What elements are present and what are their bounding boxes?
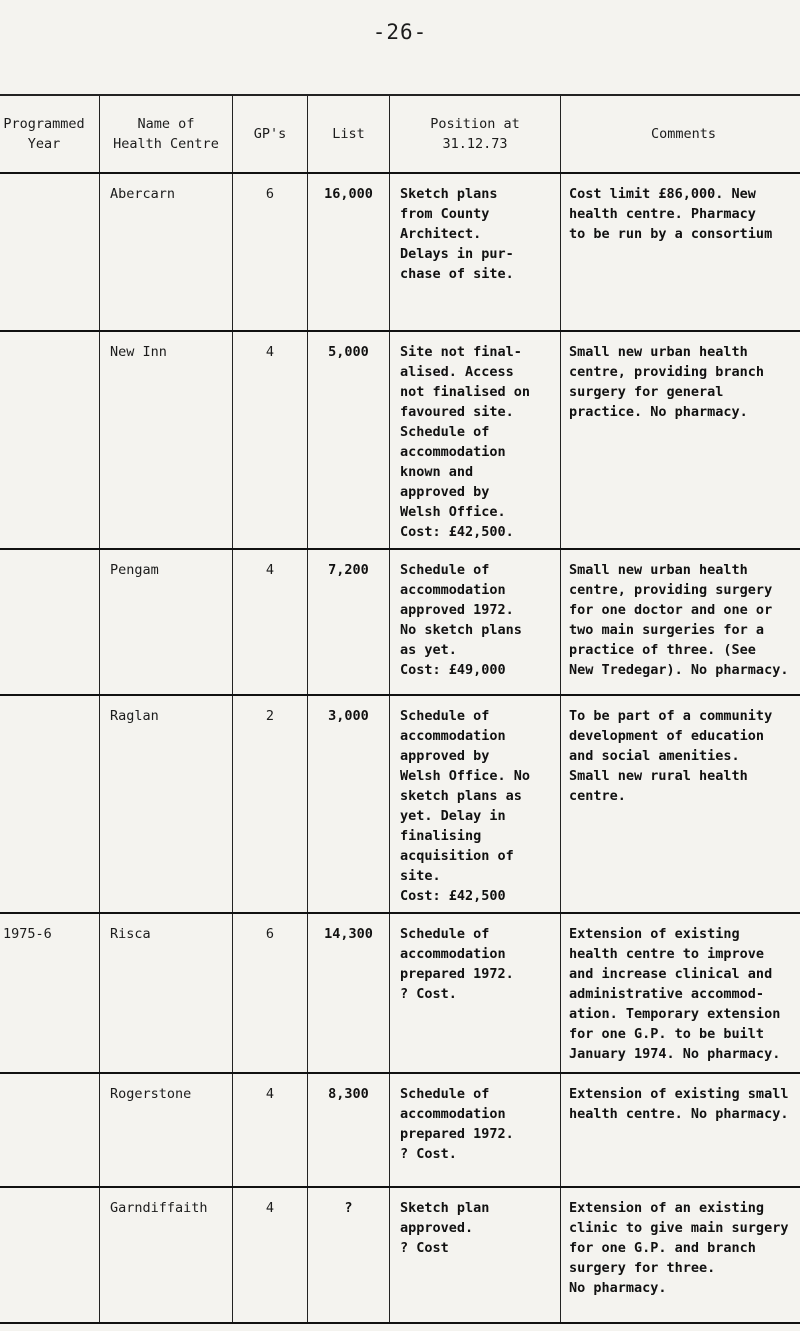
table-row — [0, 173, 800, 331]
cell-gps: 2 — [265, 708, 275, 724]
cell-gps: 4 — [265, 562, 275, 578]
cell-year — [0, 332, 99, 342]
cell-comments: To be part of a community development of education and social amenities. Small new rural health centre. — [569, 708, 773, 804]
table-row — [0, 695, 800, 913]
table-row — [0, 549, 800, 695]
cell-comments: Small new urban health centre, providing branch surgery for general practice. No pharmacy. — [569, 344, 765, 420]
header-position: Position at 31.12.73 — [390, 95, 561, 173]
cell-year: 1975-6 — [3, 926, 52, 942]
header-health-centre-name: Name of Health Centre — [100, 95, 233, 173]
cell-year — [0, 696, 99, 706]
cell-list: 8,300 — [328, 1086, 369, 1102]
cell-year — [0, 1074, 99, 1084]
cell-name: Raglan — [110, 708, 159, 724]
cell-gps: 6 — [265, 186, 275, 202]
cell-position: Schedule of accommodation prepared 1972. ? Cost. — [400, 1086, 514, 1162]
table-row — [0, 1187, 800, 1323]
cell-comments: Extension of existing health centre to improve and increase clinical and administrative accommod- ation. Temporary extension for one G.P. to be built January 1974. No pharmacy. — [569, 926, 781, 1062]
table-row — [0, 331, 800, 549]
cell-list: 5,000 — [328, 344, 369, 360]
cell-comments: Extension of an existing clinic to give main surgery for one G.P. and branch surgery for three. No pharmacy. — [569, 1200, 789, 1296]
cell-year — [0, 174, 99, 184]
cell-position: Sketch plans from County Architect. Delays in pur- chase of site. — [400, 186, 514, 282]
cell-comments: Extension of existing small health centre. No pharmacy. — [569, 1086, 789, 1122]
header-gps: GP's — [233, 95, 308, 173]
cell-list: 14,300 — [324, 926, 373, 942]
header-programmed-year: Programmed Year — [0, 95, 100, 173]
cell-name: Pengam — [110, 562, 159, 578]
cell-name: Rogerstone — [110, 1086, 192, 1102]
cell-year — [0, 550, 99, 560]
cell-name: Garndiffaith — [110, 1200, 208, 1216]
cell-position: Schedule of accommodation prepared 1972. ? Cost. — [400, 926, 514, 1002]
health-centre-programme-table — [0, 94, 800, 1324]
cell-list: 3,000 — [328, 708, 369, 724]
cell-name: Risca — [110, 926, 151, 942]
cell-comments: Small new urban health centre, providing surgery for one doctor and one or two main surgeries for a practice of three. (See New Tredegar). No pharmacy. — [569, 562, 789, 678]
cell-list: ? — [344, 1200, 353, 1216]
page-number: -26- — [372, 20, 428, 44]
cell-list: 16,000 — [324, 186, 373, 202]
cell-gps: 4 — [265, 1200, 275, 1216]
cell-position: Sketch plan approved. ? Cost — [400, 1200, 490, 1256]
table-row — [0, 913, 800, 1073]
cell-year — [0, 1188, 99, 1198]
cell-list: 7,200 — [328, 562, 369, 578]
cell-name: Abercarn — [110, 186, 176, 202]
cell-name: New Inn — [110, 344, 167, 360]
table-row — [0, 1073, 800, 1187]
cell-position: Schedule of accommodation approved by Welsh Office. No sketch plans as yet. Delay in finalising acquisition of site. Cost: £42,500 — [400, 708, 531, 904]
header-comments: Comments — [561, 95, 800, 173]
cell-comments: Cost limit £86,000. New health centre. Pharmacy to be run by a consortium — [569, 186, 773, 242]
cell-gps: 4 — [265, 1086, 275, 1102]
cell-position: Site not final- alised. Access not finalised on favoured site. Schedule of accommodation known and approved by Welsh Office. Cost: £42,500. — [400, 344, 531, 540]
header-list: List — [308, 95, 390, 173]
cell-gps: 6 — [265, 926, 275, 942]
table-header-row — [0, 95, 800, 173]
cell-position: Schedule of accommodation approved 1972. No sketch plans as yet. Cost: £49,000 — [400, 562, 522, 678]
cell-gps: 4 — [265, 344, 275, 360]
